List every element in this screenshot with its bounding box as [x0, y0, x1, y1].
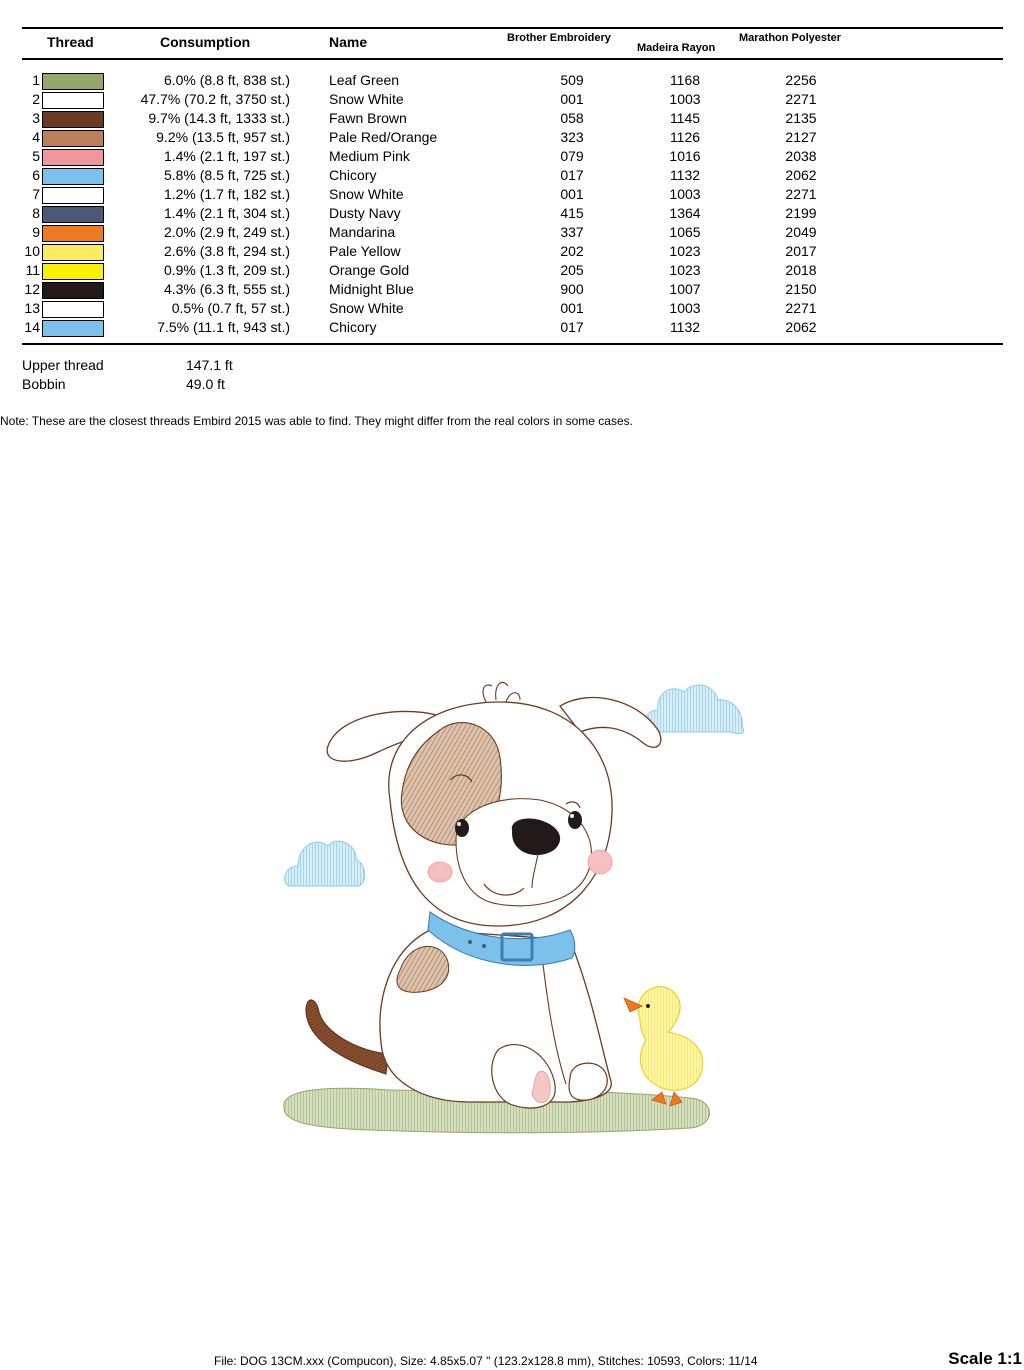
- thread-name: Dusty Navy: [329, 205, 401, 221]
- madeira-code: 1065: [669, 224, 701, 240]
- thread-index: 4: [32, 129, 40, 145]
- dog-tail: [306, 1000, 388, 1074]
- madeira-code: 1132: [669, 319, 701, 335]
- brother-code: 017: [560, 319, 584, 335]
- thread-color-swatch: [42, 244, 104, 261]
- thread-name: Orange Gold: [329, 262, 410, 278]
- thread-note: Note: These are the closest threads Embird 2015 was able to find. They might differ from the real colors in some cases.: [0, 414, 633, 428]
- marathon-code: 2135: [785, 110, 817, 126]
- header-thread: Thread: [47, 34, 94, 50]
- table-row: [0, 72, 1024, 91]
- marathon-code: 2038: [785, 148, 817, 164]
- thread-consumption: 7.5% (11.1 ft, 943 st.): [157, 319, 290, 335]
- table-row: [0, 205, 1024, 224]
- header-consumption: Consumption: [160, 34, 251, 50]
- upper-thread-label: Upper thread: [22, 357, 104, 373]
- thread-name: Snow White: [329, 91, 404, 107]
- thread-consumption: 1.4% (2.1 ft, 304 st.): [163, 205, 290, 221]
- header-madeira: Madeira Rayon: [637, 42, 716, 54]
- dog-cheek-right: [588, 850, 612, 874]
- thread-consumption: 9.7% (14.3 ft, 1333 st.): [148, 110, 290, 126]
- madeira-code: 1003: [669, 91, 701, 107]
- brother-code: 415: [560, 205, 584, 221]
- upper-thread-value: 147.1 ft: [186, 357, 233, 373]
- table-row: [0, 91, 1024, 110]
- madeira-code: 1364: [669, 205, 701, 221]
- duckling-icon: [624, 987, 703, 1106]
- madeira-code: 1132: [669, 167, 701, 183]
- dog-eye-right: [568, 811, 582, 829]
- brother-code: 323: [560, 129, 584, 145]
- brother-code: 205: [560, 262, 584, 278]
- table-row: [0, 281, 1024, 300]
- header-marathon: Marathon Polyester: [739, 32, 842, 44]
- file-info-footer: File: DOG 13CM.xxx (Compucon), Size: 4.85x5.07 " (123.2x128.8 mm), Stitches: 10593, Colors: 11/14: [214, 1354, 758, 1368]
- thread-color-swatch: [42, 225, 104, 242]
- madeira-code: 1023: [669, 243, 701, 259]
- thread-name: Snow White: [329, 186, 404, 202]
- thread-index: 2: [32, 91, 40, 107]
- thread-consumption: 1.2% (1.7 ft, 182 st.): [163, 186, 290, 202]
- table-bottom-rule: [22, 343, 1003, 345]
- madeira-code: 1168: [669, 72, 701, 88]
- thread-name: Chicory: [329, 319, 377, 335]
- madeira-code: 1007: [669, 281, 701, 297]
- embroidery-design-preview: [270, 640, 750, 1140]
- thread-consumption: 0.9% (1.3 ft, 209 st.): [163, 262, 290, 278]
- marathon-code: 2199: [785, 205, 817, 221]
- thread-color-swatch: [42, 92, 104, 109]
- header-name: Name: [329, 34, 368, 50]
- thread-color-swatch: [42, 168, 104, 185]
- marathon-code: 2062: [785, 167, 817, 183]
- marathon-code: 2271: [785, 186, 817, 202]
- madeira-code: 1145: [669, 110, 701, 126]
- table-row: [0, 319, 1024, 338]
- thread-name: Leaf Green: [329, 72, 400, 88]
- thread-name: Pale Red/Orange: [329, 129, 438, 145]
- table-row: [0, 186, 1024, 205]
- thread-color-swatch: [42, 263, 104, 280]
- table-row: [0, 167, 1024, 186]
- brother-code: 900: [560, 281, 584, 297]
- marathon-code: 2062: [785, 319, 817, 335]
- thread-index: 12: [24, 281, 40, 297]
- thread-color-swatch: [42, 111, 104, 128]
- thread-consumption: 4.3% (6.3 ft, 555 st.): [163, 281, 290, 297]
- thread-consumption: 5.8% (8.5 ft, 725 st.): [163, 167, 290, 183]
- madeira-code: 1016: [669, 148, 701, 164]
- thread-index: 5: [32, 148, 40, 164]
- thread-index: 9: [32, 224, 40, 240]
- table-row: [0, 148, 1024, 167]
- header-brother: Brother Embroidery: [507, 32, 611, 44]
- marathon-code: 2271: [785, 91, 817, 107]
- thread-name: Midnight Blue: [329, 281, 414, 297]
- brother-code: 001: [560, 186, 584, 202]
- brother-code: 337: [560, 224, 584, 240]
- madeira-code: 1126: [669, 129, 701, 145]
- thread-consumption: 0.5% (0.7 ft, 57 st.): [171, 300, 290, 316]
- scale-label: Scale 1:1: [948, 1349, 1022, 1368]
- thread-index: 10: [24, 243, 40, 259]
- madeira-code: 1023: [669, 262, 701, 278]
- marathon-code: 2150: [785, 281, 817, 297]
- marathon-code: 2271: [785, 300, 817, 316]
- thread-consumption: 2.6% (3.8 ft, 294 st.): [163, 243, 290, 259]
- brother-code: 017: [560, 167, 584, 183]
- thread-index: 8: [32, 205, 40, 221]
- dog-eye-left: [455, 819, 469, 837]
- thread-consumption: 9.2% (13.5 ft, 957 st.): [156, 129, 290, 145]
- table-row: [0, 129, 1024, 148]
- marathon-code: 2127: [785, 129, 817, 145]
- thread-color-swatch: [42, 282, 104, 299]
- table-row: [0, 300, 1024, 319]
- thread-color-swatch: [42, 149, 104, 166]
- thread-color-swatch: [42, 130, 104, 147]
- table-row: [0, 224, 1024, 243]
- table-row: [0, 110, 1024, 129]
- thread-color-swatch: [42, 187, 104, 204]
- thread-color-swatch: [42, 73, 104, 90]
- thread-index: 1: [32, 72, 40, 88]
- dog-cheek-left: [428, 862, 452, 882]
- thread-name: Mandarina: [329, 224, 396, 240]
- thread-color-swatch: [42, 320, 104, 337]
- table-row: [0, 243, 1024, 262]
- thread-index: 6: [32, 167, 40, 183]
- cloud-small-icon: [285, 841, 365, 886]
- thread-consumption: 6.0% (8.8 ft, 838 st.): [163, 72, 290, 88]
- thread-consumption: 2.0% (2.9 ft, 249 st.): [163, 224, 290, 240]
- madeira-code: 1003: [669, 300, 701, 316]
- thread-color-swatch: [42, 206, 104, 223]
- thread-index: 14: [24, 319, 40, 335]
- thread-index: 3: [32, 110, 40, 126]
- brother-code: 001: [560, 91, 584, 107]
- thread-color-swatch: [42, 301, 104, 318]
- brother-code: 079: [560, 148, 584, 164]
- brother-code: 509: [560, 72, 584, 88]
- marathon-code: 2018: [785, 262, 817, 278]
- brother-code: 001: [560, 300, 584, 316]
- thread-index: 13: [24, 300, 40, 316]
- header-bottom-rule: [22, 58, 1003, 60]
- marathon-code: 2256: [785, 72, 817, 88]
- table-row: [0, 262, 1024, 281]
- thread-consumption: 47.7% (70.2 ft, 3750 st.): [140, 91, 290, 107]
- bobbin-label: Bobbin: [22, 376, 66, 392]
- thread-name: Medium Pink: [329, 148, 410, 164]
- madeira-code: 1003: [669, 186, 701, 202]
- brother-code: 058: [560, 110, 584, 126]
- brother-code: 202: [560, 243, 584, 259]
- thread-name: Snow White: [329, 300, 404, 316]
- marathon-code: 2017: [785, 243, 817, 259]
- cloud-large-icon: [645, 685, 744, 734]
- thread-consumption: 1.4% (2.1 ft, 197 st.): [163, 148, 290, 164]
- thread-index: 7: [32, 186, 40, 202]
- thread-name: Chicory: [329, 167, 377, 183]
- thread-index: 11: [25, 262, 40, 278]
- thread-name: Fawn Brown: [329, 110, 407, 126]
- marathon-code: 2049: [785, 224, 817, 240]
- table-top-rule: [22, 27, 1003, 29]
- thread-name: Pale Yellow: [329, 243, 401, 259]
- bobbin-value: 49.0 ft: [186, 376, 225, 392]
